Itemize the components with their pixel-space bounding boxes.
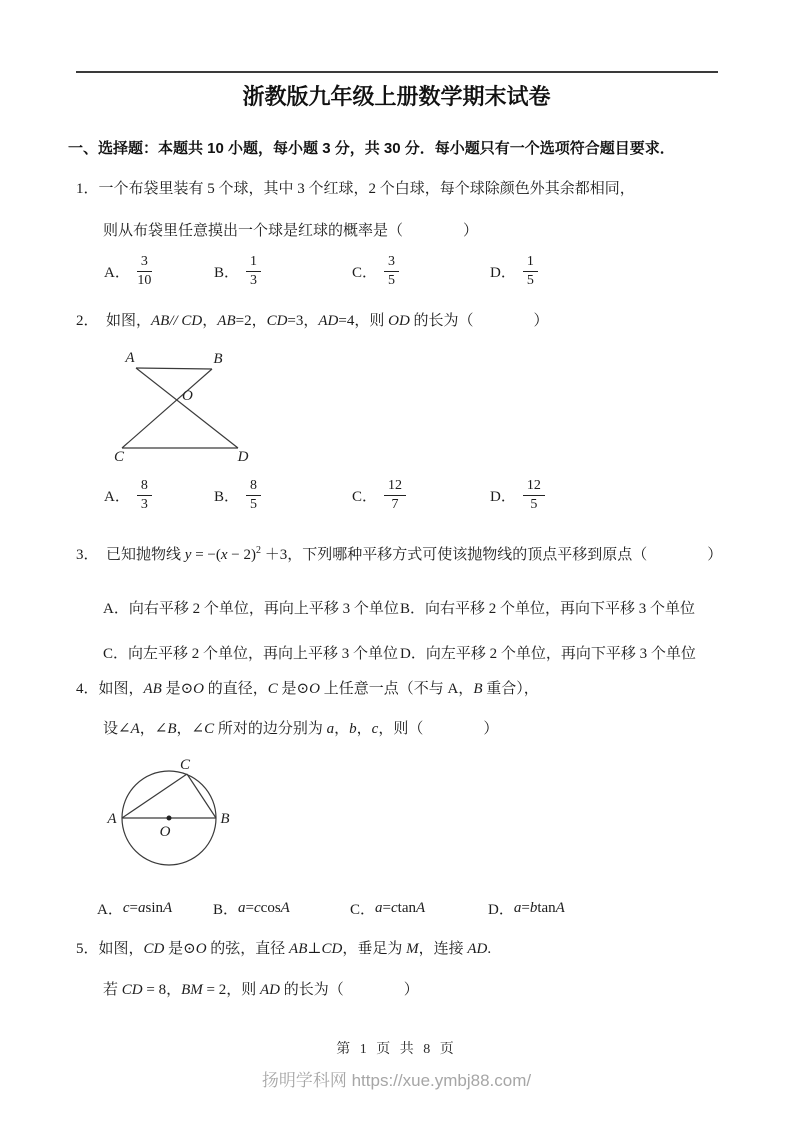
text-segment: B <box>167 721 177 737</box>
option-c <box>350 898 425 919</box>
text-segment: a <box>238 900 246 916</box>
text-segment: 4．如图， <box>76 681 144 697</box>
text-segment: sin <box>145 900 163 916</box>
option-a <box>104 254 152 289</box>
text-segment: 3． 已知抛物线 <box>76 547 185 563</box>
fraction-denominator: 3 <box>250 273 258 289</box>
text-segment: =4，则 <box>338 313 389 329</box>
center-dot <box>167 816 172 821</box>
text-segment: 2． 如图， <box>76 313 152 329</box>
fraction-numerator: 1 <box>523 254 538 272</box>
center-label-o: O <box>159 824 171 840</box>
text-segment: C <box>267 681 278 697</box>
text-segment: O <box>195 941 207 957</box>
text-segment: 的长为（ ） <box>409 313 549 329</box>
text-segment: c <box>371 721 379 737</box>
question-2-line <box>76 312 549 331</box>
text-segment: A <box>130 721 140 737</box>
text-segment: AD <box>259 982 280 998</box>
page-number: 第 1 页 共 8 页 <box>336 1042 457 1057</box>
text-segment: 是⊙ <box>161 681 194 697</box>
text-segment: = <box>129 900 138 916</box>
question-3-option-a: A．向右平移 2 个单位，再向上平移 3 个单位 <box>103 601 399 617</box>
option-c <box>352 254 399 289</box>
question-5-line-2 <box>103 981 419 1000</box>
fraction <box>523 254 538 289</box>
text-segment: ，∠ <box>139 721 168 737</box>
fraction-denominator: 5 <box>530 497 538 513</box>
text-segment: a <box>326 721 335 737</box>
question-3-option-c: C．向左平移 2 个单位，再向上平移 3 个单位 <box>103 646 399 662</box>
fraction <box>384 254 399 289</box>
vertex-label-c: C <box>113 449 125 465</box>
text-segment: ，∠ <box>176 721 205 737</box>
text-segment: A <box>555 900 565 916</box>
text-segment: O <box>309 681 320 697</box>
text-segment: c <box>122 900 130 916</box>
text-segment: 的直径， <box>204 681 268 697</box>
option-label: D． <box>490 489 516 506</box>
text-segment: = <box>245 900 254 916</box>
text-segment: 是⊙ <box>164 941 196 957</box>
text-segment: B <box>473 681 483 697</box>
text-segment: AB <box>217 313 236 329</box>
text-segment: =2， <box>235 313 267 329</box>
fraction-denominator: 5 <box>388 273 396 289</box>
text-segment: . <box>487 941 492 957</box>
vertex-label-b: B <box>220 811 230 827</box>
vertex-label-o: O <box>182 388 193 404</box>
text-segment: ⊥ <box>307 941 322 957</box>
option-label: A． <box>104 489 130 506</box>
option-b <box>213 898 290 919</box>
text-segment: M <box>406 941 419 957</box>
text-segment: CD <box>121 982 143 998</box>
option-a <box>104 478 152 513</box>
text-segment: y <box>184 547 192 563</box>
text-segment: ，则（ ） <box>378 721 499 737</box>
text-segment: C． <box>350 902 376 918</box>
text-segment: CD <box>266 313 288 329</box>
fraction-numerator: 3 <box>137 254 152 272</box>
text-segment: A <box>163 900 173 916</box>
fraction <box>523 478 545 513</box>
text-segment: B． <box>213 902 239 918</box>
vertex-label-c: C <box>179 757 191 773</box>
fraction-denominator: 3 <box>140 497 148 513</box>
fraction-numerator: 8 <box>137 478 152 496</box>
question-5-line-1 <box>76 940 491 959</box>
text-segment: 2 <box>256 545 261 556</box>
text-segment: b <box>529 900 538 916</box>
question-2-options <box>0 478 793 524</box>
question-1-line-1: 1．一个布袋里装有 5 个球，其中 3 个红球，2 个白球，每个球除颜色外其余都相同， <box>76 181 635 197</box>
fraction-denominator: 10 <box>137 273 152 289</box>
question-3-option-d: D．向左平移 2 个单位，再向下平移 3 个单位 <box>400 646 696 662</box>
fraction <box>137 478 152 513</box>
text-segment: − 2) <box>227 547 256 563</box>
option-label: C． <box>352 489 378 506</box>
question-4-figure <box>103 757 238 879</box>
section-heading: 一、选择题：本题共 10 小题，每小题 3 分，共 30 分．每小题只有一个选项符合题目要求． <box>68 140 675 157</box>
text-segment: 设∠ <box>103 721 131 737</box>
question-3-line <box>76 546 722 565</box>
text-segment: A． <box>97 902 123 918</box>
text-segment: 若 <box>103 982 122 998</box>
fraction-denominator: 5 <box>526 273 534 289</box>
text-segment: AB <box>143 681 162 697</box>
text-segment: a <box>137 900 146 916</box>
question-2-figure <box>110 346 260 468</box>
text-segment: a <box>375 900 383 916</box>
text-segment: ，垂足为 <box>342 941 407 957</box>
text-segment: A <box>415 900 426 916</box>
text-segment: a <box>513 900 522 916</box>
text-segment: c <box>390 900 398 916</box>
vertex-label-a: A <box>125 350 135 366</box>
text-segment: 的弦，直径 <box>206 941 290 957</box>
option-d <box>490 254 538 289</box>
text-segment: ， <box>202 313 218 329</box>
option-a <box>97 898 172 919</box>
text-segment: tan <box>537 900 556 916</box>
option-b <box>214 254 261 289</box>
text-segment: AB <box>289 941 308 957</box>
text-segment: CD <box>143 941 165 957</box>
option-label: A． <box>104 265 130 282</box>
text-segment: O <box>193 681 205 697</box>
text-segment: AB// CD <box>151 313 203 329</box>
text-segment: = <box>382 900 391 916</box>
question-1-options <box>0 254 793 300</box>
header-rule <box>76 71 718 73</box>
text-segment: cos <box>260 900 281 916</box>
text-segment: 是⊙ <box>277 681 310 697</box>
fraction <box>246 254 261 289</box>
vertex-label-d: D <box>237 449 249 465</box>
text-segment: 5．如图， <box>76 941 144 957</box>
fraction-numerator: 3 <box>384 254 399 272</box>
text-segment: ， <box>334 721 350 737</box>
text-segment: D． <box>488 902 514 918</box>
text-segment: = 8， <box>142 982 182 998</box>
text-segment: C <box>204 721 215 737</box>
question-1-line-2: 则从布袋里任意摸出一个球是红球的概率是（ ） <box>103 223 479 239</box>
fraction <box>137 254 152 289</box>
text-segment: ＋3，下列哪种平移方式可使该抛物线的顶点平移到原点（ ） <box>261 547 723 563</box>
footer-site-link: 扬明学科网 https://xue.ymbj88.com/ <box>261 1071 532 1090</box>
text-segment: tan <box>397 900 416 916</box>
text-segment: c <box>253 900 261 916</box>
fraction-numerator: 12 <box>523 478 545 496</box>
fraction-numerator: 12 <box>384 478 406 496</box>
vertex-label-a: A <box>107 811 117 827</box>
option-d <box>490 478 545 513</box>
text-segment: 的长为（ ） <box>279 982 419 998</box>
fraction-numerator: 1 <box>246 254 261 272</box>
option-d <box>488 898 565 919</box>
text-segment: = −( <box>191 547 221 563</box>
text-segment: ，连接 <box>418 941 468 957</box>
question-4-line-2 <box>103 720 498 739</box>
text-segment: =3， <box>287 313 319 329</box>
text-segment: AD <box>318 313 339 329</box>
text-segment: x <box>220 547 228 563</box>
fraction <box>246 478 261 513</box>
crossed-lines-figure <box>122 368 238 448</box>
fraction-numerator: 8 <box>246 478 261 496</box>
text-segment: = <box>521 900 530 916</box>
option-label: D． <box>490 265 516 282</box>
page-title: 浙教版九年级上册数学期末试卷 <box>242 84 551 109</box>
question-4-options <box>0 898 793 922</box>
text-segment: BM <box>181 982 203 998</box>
fraction-denominator: 5 <box>250 497 258 513</box>
text-segment: CD <box>321 941 343 957</box>
text-segment: b <box>349 721 357 737</box>
option-label: C． <box>352 265 378 282</box>
question-3-option-b: B．向右平移 2 个单位，再向下平移 3 个单位 <box>400 601 696 617</box>
question-4-line-1 <box>76 680 539 699</box>
text-segment: 上任意一点（不与 A， <box>319 681 474 697</box>
option-c <box>352 478 406 513</box>
vertex-label-b: B <box>213 351 223 367</box>
text-segment: AD <box>467 941 488 957</box>
fraction-denominator: 7 <box>391 497 399 513</box>
text-segment: 所对的边分别为 <box>214 721 327 737</box>
text-segment: = 2，则 <box>202 982 260 998</box>
fraction <box>384 478 406 513</box>
option-b <box>214 478 261 513</box>
option-label: B． <box>214 489 240 506</box>
option-label: B． <box>214 265 240 282</box>
text-segment: A <box>280 900 290 916</box>
text-segment: 重合）， <box>482 681 539 697</box>
text-segment: OD <box>388 313 410 329</box>
text-segment: ， <box>356 721 372 737</box>
